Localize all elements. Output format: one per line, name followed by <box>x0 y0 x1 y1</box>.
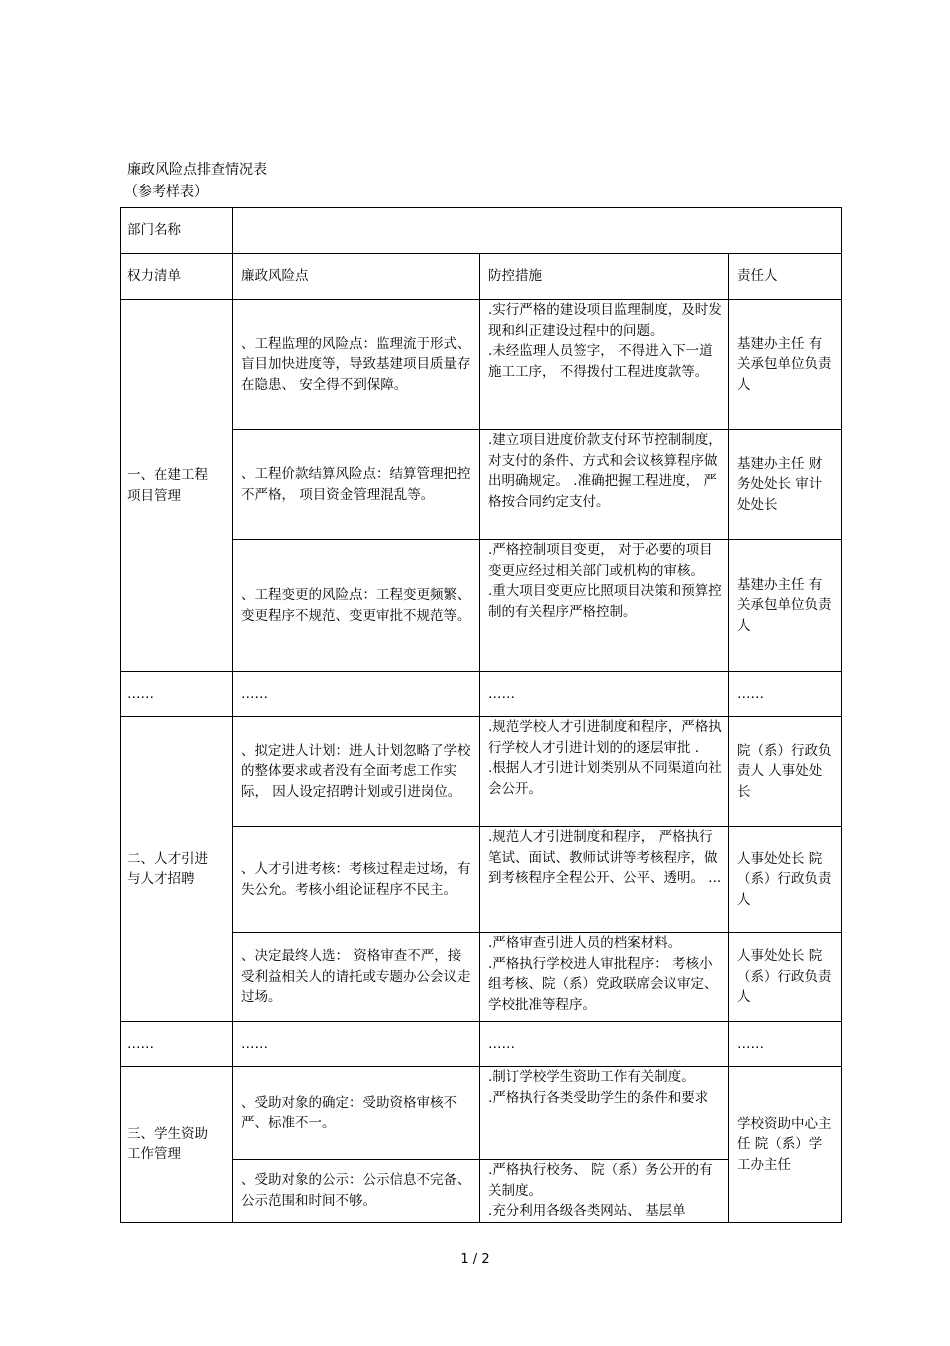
ellipsis-cell: …… <box>729 1022 842 1067</box>
measures-cell: .建立项目进度价款支付环节控制制度，对支付的条件、方式和会议核算程序做出明确规定。 .准确把握工程进度， 严格按合同约定支付。 <box>480 430 729 540</box>
owner-cell: 基建办主任 有关承包单位负责人 <box>729 540 842 672</box>
risk-cell: 、工程价款结算风险点：结算管理把控不严格， 项目资金管理混乱等。 <box>233 430 480 540</box>
risk-cell: 、拟定进人计划：进人计划忽略了学校的整体要求或者没有全面考虑工作实际， 因人设定招聘计划或引进岗位。 <box>233 717 480 827</box>
ellipsis-row <box>121 672 842 717</box>
ellipsis-cell: …… <box>233 672 480 717</box>
ellipsis-row <box>121 1022 842 1067</box>
ellipsis-cell: …… <box>480 1022 729 1067</box>
risk-cell: 、工程监理的风险点：监理流于形式、盲目加快进度等，导致基建项目质量存在隐患、 安全得不到保障。 <box>233 300 480 430</box>
owner-cell: 学校资助中心主任 院（系）学工办主任 <box>729 1067 842 1223</box>
measures-cell: .实行严格的建设项目监理制度，及时发现和纠正建设过程中的问题。 .未经监理人员签字， 不得进入下一道施工工序， 不得拨付工程进度款等。 <box>480 300 729 430</box>
owner-cell: 基建办主任 有关承包单位负责人 <box>729 300 842 430</box>
header-owner: 责任人 <box>729 254 842 300</box>
header-risk-point: 廉政风险点 <box>233 254 480 300</box>
table-row <box>121 717 842 827</box>
page-number: 1 / 2 <box>460 1252 490 1267</box>
ellipsis-cell: …… <box>233 1022 480 1067</box>
risk-table <box>120 207 842 1223</box>
document-subtitle: （参考样表） <box>124 184 208 200</box>
risk-cell: 、受助对象的公示：公示信息不完备、公示范围和时间不够。 <box>233 1160 480 1223</box>
header-power-list: 权力清单 <box>121 254 233 300</box>
owner-cell: 基建办主任 财务处处长 审计处处长 <box>729 430 842 540</box>
dept-row <box>121 208 842 254</box>
measures-cell: .严格审查引进人员的档案材料。 .严格执行学校进人审批程序： 考核小组考核、院（系）党政联席会议审定、学校批准等程序。 <box>480 933 729 1022</box>
header-row <box>121 254 842 300</box>
table-row <box>121 1067 842 1160</box>
section-name: 三、学生资助工作管理 <box>121 1067 233 1223</box>
risk-cell: 、受助对象的确定：受助资格审核不严、标准不一。 <box>233 1067 480 1160</box>
ellipsis-cell: …… <box>480 672 729 717</box>
measures-cell: .严格控制项目变更， 对于必要的项目变更应经过相关部门或机构的审核。 .重大项目变更应比照项目决策和预算控制的有关程序严格控制。 <box>480 540 729 672</box>
document-title: 廉政风险点排查情况表 <box>127 162 267 178</box>
section-name: 一、在建工程项目管理 <box>121 300 233 672</box>
ellipsis-cell: …… <box>121 672 233 717</box>
ellipsis-cell: …… <box>729 672 842 717</box>
header-measures: 防控措施 <box>480 254 729 300</box>
risk-cell: 、工程变更的风险点：工程变更频繁、变更程序不规范、变更审批不规范等。 <box>233 540 480 672</box>
measures-cell: .制订学校学生资助工作有关制度。 .严格执行各类受助学生的条件和要求 <box>480 1067 729 1160</box>
section-name: 二、人才引进与人才招聘 <box>121 717 233 1022</box>
risk-cell: 、人才引进考核：考核过程走过场，有失公允。考核小组论证程序不民主。 <box>233 827 480 933</box>
measures-cell: .规范人才引进制度和程序， 严格执行笔试、面试、教师试讲等考核程序，做到考核程序全程公开、公平、透明。 ... <box>480 827 729 933</box>
dept-label: 部门名称 <box>121 208 233 254</box>
measures-cell: .规范学校人才引进制度和程序，严格执行学校人才引进计划的的逐层审批 . .根据人才引进计划类别从不同渠道向社会公开。 <box>480 717 729 827</box>
measures-cell: .严格执行校务、 院（系）务公开的有关制度。 .充分利用各级各类网站、 基层单 <box>480 1160 729 1223</box>
ellipsis-cell: …… <box>121 1022 233 1067</box>
table-row <box>121 300 842 430</box>
risk-cell: 、决定最终人选： 资格审查不严，接受利益相关人的请托或专题办公会议走过场。 <box>233 933 480 1022</box>
owner-cell: 人事处处长 院（系）行政负责人 <box>729 933 842 1022</box>
owner-cell: 人事处处长 院（系）行政负责人 <box>729 827 842 933</box>
owner-cell: 院（系）行政负责人 人事处处长 <box>729 717 842 827</box>
dept-value <box>233 208 842 254</box>
